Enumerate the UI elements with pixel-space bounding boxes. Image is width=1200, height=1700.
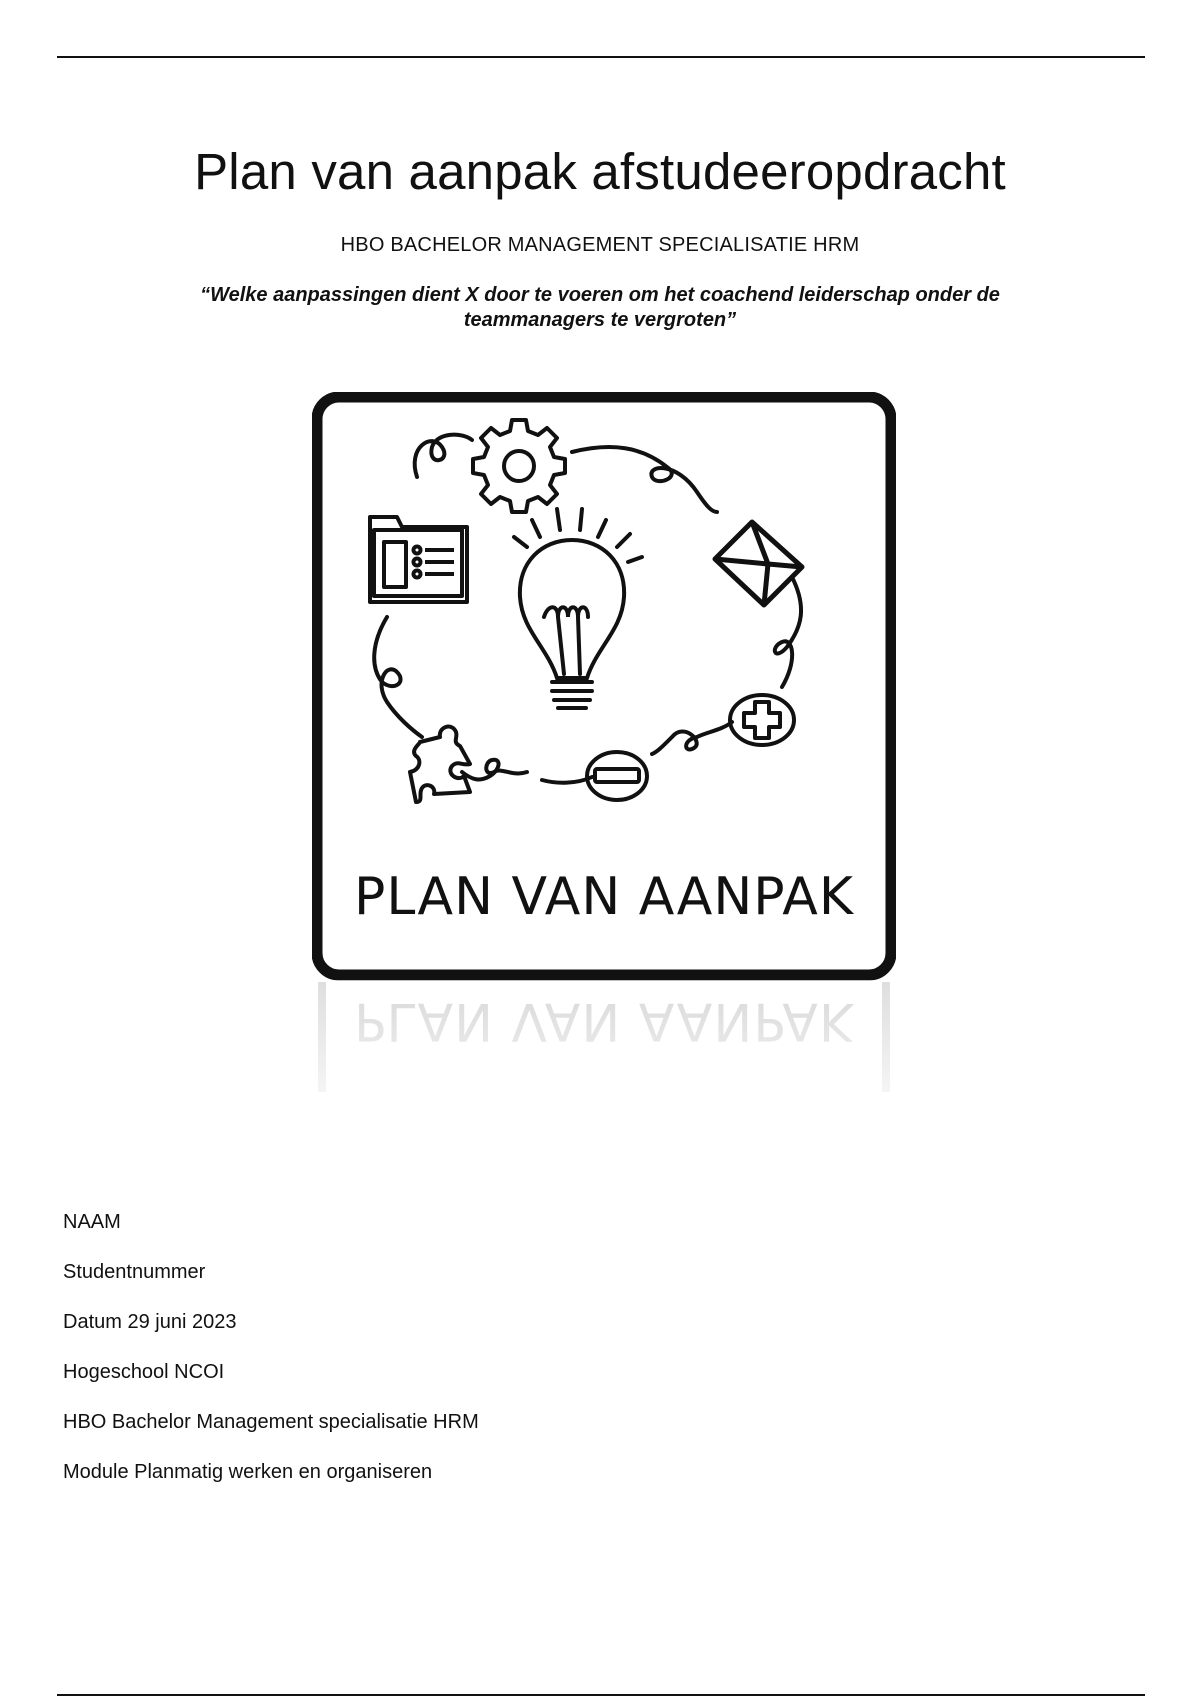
document-subtitle: HBO BACHELOR MANAGEMENT SPECIALISATIE HRM xyxy=(340,234,860,256)
document-title: Plan van aanpak afstudeeropdracht xyxy=(194,143,1006,200)
info-date: Datum 29 juni 2023 xyxy=(63,1311,237,1333)
research-question-line-2: teammanagers te vergroten” xyxy=(463,309,737,331)
cover-illustration xyxy=(312,392,896,1142)
author-info xyxy=(63,1210,479,1510)
research-question xyxy=(150,283,1050,333)
bottom-rule xyxy=(57,1694,1145,1696)
illustration-caption: PLAN VAN AANPAK xyxy=(354,867,854,927)
info-name: NAAM xyxy=(63,1211,121,1233)
top-rule xyxy=(57,56,1145,58)
reflection-fade xyxy=(312,980,896,1142)
info-module: Module Planmatig werken en organiseren xyxy=(63,1461,433,1483)
info-student-number: Studentnummer xyxy=(63,1261,206,1283)
info-programme: HBO Bachelor Management specialisatie HRM xyxy=(63,1411,479,1433)
research-question-line-1: “Welke aanpassingen dient X door te voeren om het coachend leiderschap onder de xyxy=(200,284,1000,306)
info-school: Hogeschool NCOI xyxy=(63,1361,225,1383)
